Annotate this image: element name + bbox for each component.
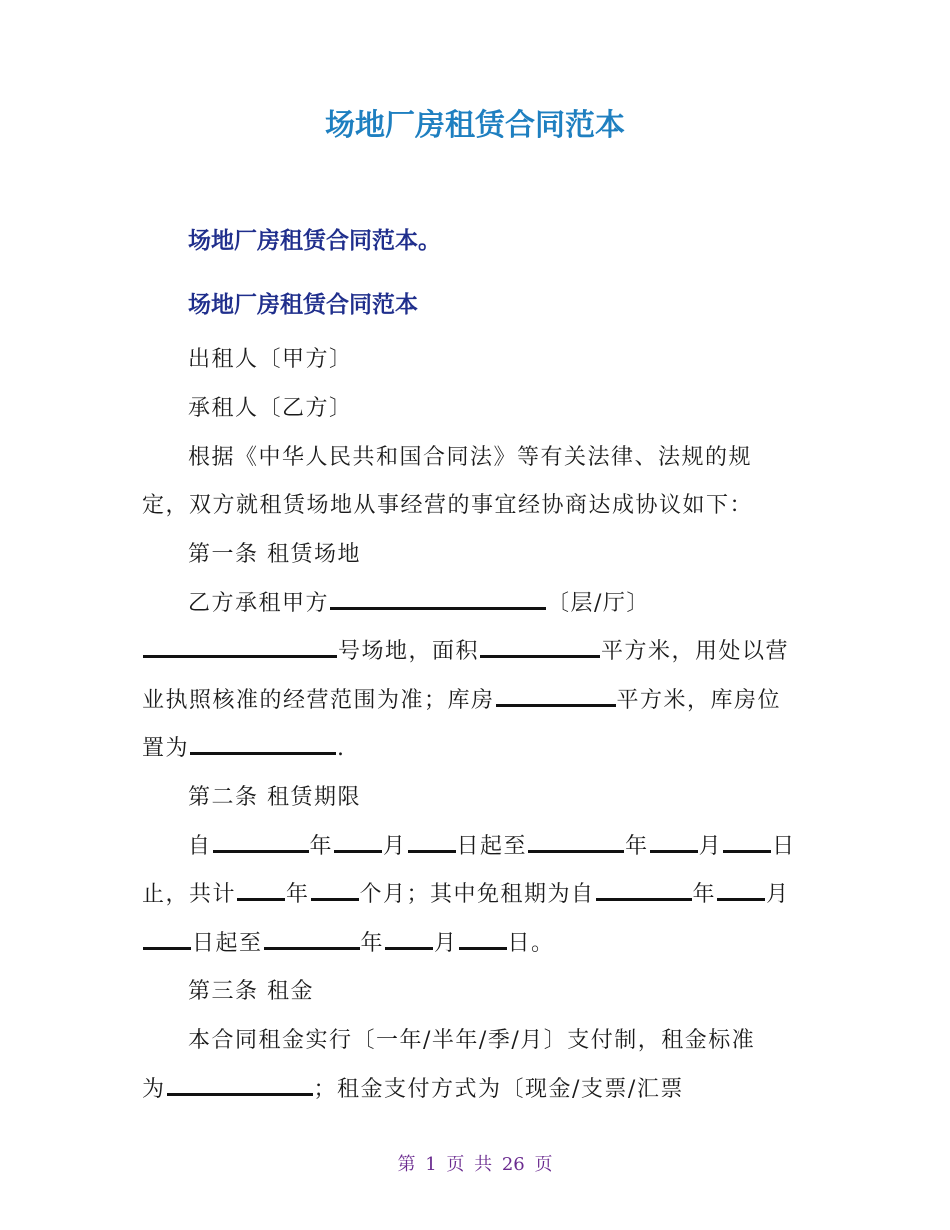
fill-blank-end-month[interactable] (650, 832, 698, 853)
subheading-1: 场地厂房租赁合同范本。 (188, 228, 441, 254)
fill-blank-free-start-month[interactable] (717, 880, 765, 901)
fill-blank-total-months[interactable] (311, 880, 359, 901)
text-segment: 年 (625, 834, 649, 859)
fill-blank-start-month[interactable] (334, 832, 382, 853)
text-segment: . (337, 736, 346, 761)
page-footer: 第 1 页 共 26 页 (397, 1154, 553, 1175)
document-title: 场地厂房租赁合同范本 (325, 108, 625, 143)
article-1-line-3 (142, 686, 781, 716)
fill-blank-area[interactable] (480, 637, 600, 658)
fill-blank-site-number[interactable] (143, 637, 337, 658)
article-1-line-4 (142, 734, 346, 764)
fill-blank-end-day[interactable] (723, 832, 771, 853)
article-3-heading: 第三条 租金 (188, 979, 314, 1004)
fill-blank-warehouse-location[interactable] (190, 734, 336, 755)
article-3-line-1: 本合同租金实行〔一年/半年/季/月〕支付制，租金标准 (188, 1028, 756, 1053)
text-segment: 平方米，用处以营 (601, 639, 790, 664)
article-2-line-1 (188, 832, 796, 862)
text-segment: 年 (309, 834, 334, 859)
text-segment: 月 (434, 931, 458, 956)
text-segment: 为 (142, 1077, 166, 1102)
article-2-line-3 (142, 929, 555, 959)
text-segment: 号场地，面积 (338, 639, 480, 664)
article-2-heading: 第二条 租赁期限 (188, 785, 361, 810)
lessee-line: 承租人〔乙方〕 (188, 396, 353, 421)
fill-blank-warehouse-area[interactable] (496, 686, 616, 707)
text-segment: 乙方承租甲方 (188, 591, 330, 616)
text-segment: 业执照核准的经营范围为准；库房 (142, 688, 495, 713)
text-segment: 〔层/厅〕 (547, 591, 650, 616)
subheading-2: 场地厂房租赁合同范本 (188, 292, 418, 318)
text-segment: 置为 (142, 736, 190, 761)
fill-blank-total-years[interactable] (237, 880, 285, 901)
fill-blank-free-end-year[interactable] (264, 929, 360, 950)
text-segment: 日 (772, 834, 796, 859)
fill-blank-start-day[interactable] (408, 832, 456, 853)
lessor-line: 出租人〔甲方〕 (188, 347, 353, 372)
text-segment: 月 (698, 834, 723, 859)
text-segment: ；租金支付方式为〔现金/支票/汇票 (313, 1077, 684, 1102)
article-3-line-2 (142, 1075, 684, 1105)
article-1-line-2 (142, 637, 789, 667)
text-segment: 月 (383, 834, 407, 859)
text-segment: 年 (360, 931, 385, 956)
text-segment: 年 (692, 882, 717, 907)
fill-blank-end-year[interactable] (528, 832, 624, 853)
intro-line-1: 根据《中华人民共和国合同法》等有关法律、法规的规 (188, 445, 753, 470)
article-2-line-2 (142, 880, 790, 910)
fill-blank-floor[interactable] (330, 589, 546, 610)
article-1-line-1 (188, 589, 650, 619)
fill-blank-free-start-day[interactable] (143, 929, 191, 950)
fill-blank-free-start-year[interactable] (596, 880, 692, 901)
text-segment: 年 (286, 882, 310, 907)
text-segment: 自 (188, 834, 212, 859)
fill-blank-free-end-day[interactable] (459, 929, 507, 950)
text-segment: 个月；其中免租期为自 (359, 882, 595, 907)
article-1-heading: 第一条 租赁场地 (188, 542, 361, 567)
text-segment: 月 (766, 882, 790, 907)
fill-blank-start-year[interactable] (213, 832, 309, 853)
text-segment: 止，共计 (142, 882, 237, 907)
text-segment: 日。 (507, 931, 555, 956)
text-segment: 日起至 (192, 931, 263, 956)
fill-blank-free-end-month[interactable] (385, 929, 433, 950)
text-segment: 平方米，库房位 (616, 688, 782, 713)
text-segment: 日起至 (456, 834, 528, 859)
intro-line-2: 定，双方就租赁场地从事经营的事宜经协商达成协议如下： (142, 493, 754, 518)
fill-blank-rent-standard[interactable] (167, 1075, 313, 1096)
